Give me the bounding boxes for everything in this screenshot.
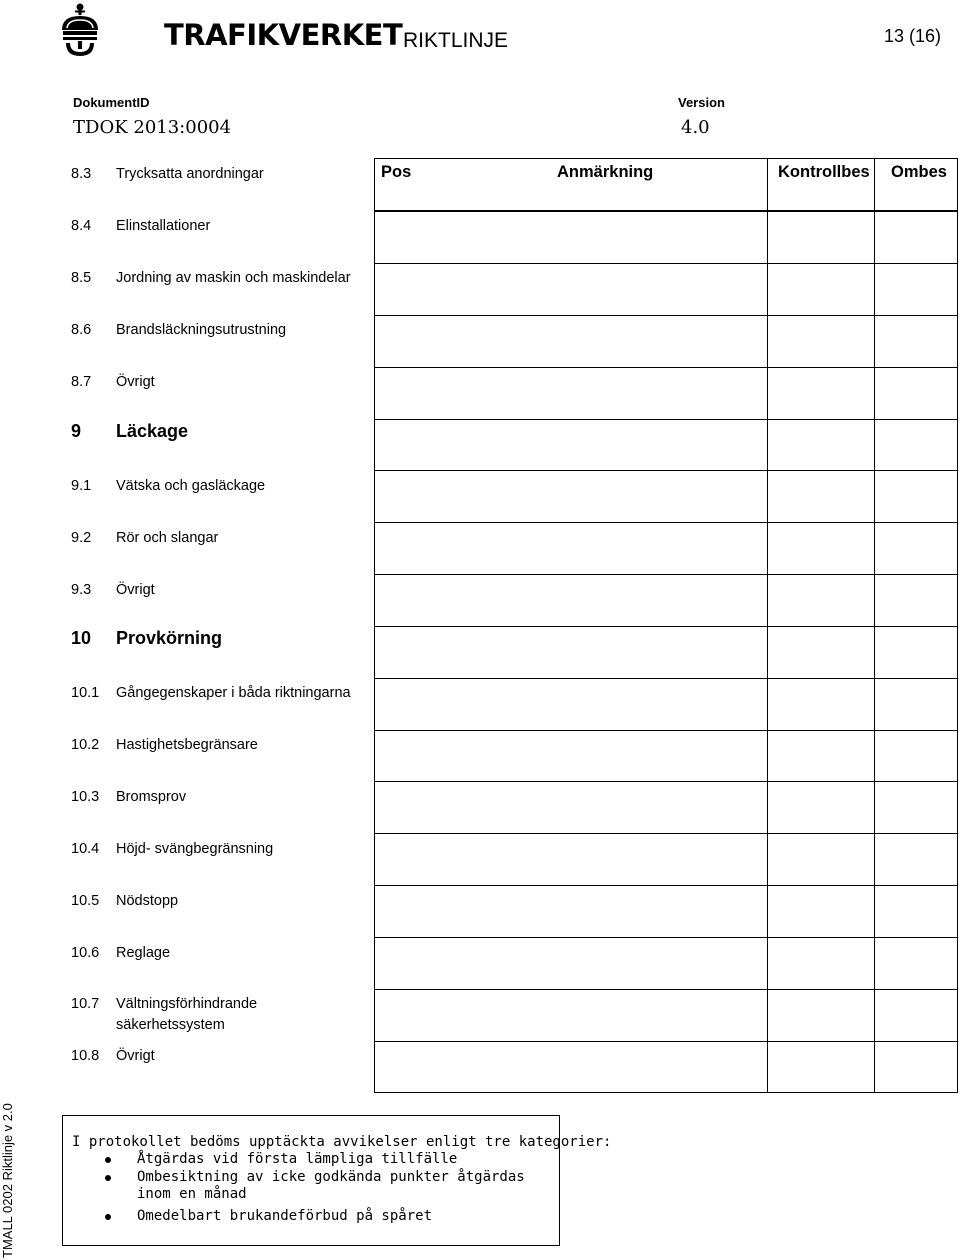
item-label: Övrigt	[116, 1048, 155, 1064]
item-label: Höjd- svängbegränsning	[116, 841, 274, 857]
trafikverket-logo	[58, 2, 403, 62]
template-id: TMALL 0202 Riktlinje v 2.0	[0, 1103, 15, 1258]
table-row-divider	[375, 419, 957, 420]
table-row-divider	[375, 1041, 957, 1042]
bullet-icon	[105, 1175, 111, 1181]
note-item-text: Åtgärdas vid första lämpliga tillfälle	[137, 1151, 458, 1167]
item-number: 8.3	[71, 166, 92, 182]
item-label: Övrigt	[116, 374, 155, 390]
item-number: 9.2	[71, 530, 92, 546]
item-number: 10.4	[71, 841, 100, 857]
item-number: 9.1	[71, 478, 92, 494]
item-number: 10.8	[71, 1048, 100, 1064]
table-row-divider	[375, 781, 957, 782]
item-number: 8.7	[71, 374, 92, 390]
item-number: 8.6	[71, 322, 92, 338]
item-label: Reglage	[116, 945, 171, 961]
item-label: Gångegenskaper i båda riktningarna	[116, 685, 351, 701]
document-type: RIKTLINJE	[403, 29, 509, 52]
version-label: Version	[678, 95, 725, 110]
item-number: 10.5	[71, 893, 100, 909]
section-title: Provkörning	[116, 628, 223, 648]
item-number: 10.2	[71, 737, 100, 753]
table-header-divider	[375, 210, 957, 212]
item-label: Övrigt	[116, 582, 155, 598]
item-label: Jordning av maskin och maskindelar	[116, 270, 351, 286]
item-label: Brandsläckningsutrustning	[116, 322, 287, 338]
note-intro: I protokollet bedöms upptäckta avvikelser enligt tre kategorier:	[72, 1134, 612, 1150]
item-label: Elinstallationer	[116, 218, 211, 234]
item-number: 10.6	[71, 945, 100, 961]
item-number: 9.3	[71, 582, 92, 598]
doc-id-value: TDOK 2013:0004	[73, 117, 232, 138]
table-row-divider	[375, 470, 957, 471]
section-number: 9	[71, 421, 82, 441]
table-row-divider	[375, 574, 957, 575]
deviation-categories-note	[62, 1115, 612, 1246]
table-row-divider	[375, 885, 957, 886]
item-label: Trycksatta anordningar	[116, 166, 264, 182]
table-row-divider	[375, 626, 957, 627]
item-number: 10.1	[71, 685, 100, 701]
note-list-item	[137, 1208, 557, 1225]
crown-emblem-icon	[58, 2, 102, 60]
item-label: Hastighetsbegränsare	[116, 737, 258, 753]
table-row-divider	[375, 367, 957, 368]
item-label: Rör och slangar	[116, 530, 219, 546]
note-list-item	[137, 1169, 557, 1203]
note-item-text: Omedelbart brukandeförbud på spåret	[137, 1208, 433, 1224]
item-number: 8.4	[71, 218, 92, 234]
item-label: Vältningsförhindrande säkerhetssystem	[116, 996, 258, 1033]
item-number: 10.3	[71, 789, 100, 805]
table-row-divider	[375, 315, 957, 316]
table-row-divider	[375, 678, 957, 679]
doc-id-label: DokumentID	[73, 95, 150, 110]
bullet-icon	[105, 1157, 111, 1163]
item-number: 8.5	[71, 270, 92, 286]
column-header-pos: Pos	[381, 163, 412, 181]
table-row-divider	[375, 989, 957, 990]
table-row-divider	[375, 937, 957, 938]
item-label: Bromsprov	[116, 789, 187, 805]
item-label: Nödstopp	[116, 893, 179, 909]
column-header-anmarkning: Anmärkning	[557, 163, 654, 181]
section-number: 10	[71, 628, 92, 648]
note-item-text: Ombesiktning av icke godkända punkter åtgärdas inom en månad	[137, 1169, 525, 1202]
table-row-divider	[375, 263, 957, 264]
column-header-kontrollbes: Kontrollbes	[778, 163, 870, 181]
table-row-divider	[375, 833, 957, 834]
column-header-ombes: Ombes	[891, 163, 947, 181]
section-title: Läckage	[116, 421, 189, 441]
page-number: 13 (16)	[883, 26, 941, 46]
table-row-divider	[375, 730, 957, 731]
note-list-item	[137, 1151, 557, 1168]
item-label: Vätska och gasläckage	[116, 478, 266, 494]
bullet-icon	[105, 1214, 111, 1220]
table-row-divider	[375, 522, 957, 523]
item-number: 10.7	[71, 996, 100, 1012]
logo-wordmark: TRAFIKVERKET	[164, 18, 403, 52]
version-value: 4.0	[681, 117, 710, 138]
